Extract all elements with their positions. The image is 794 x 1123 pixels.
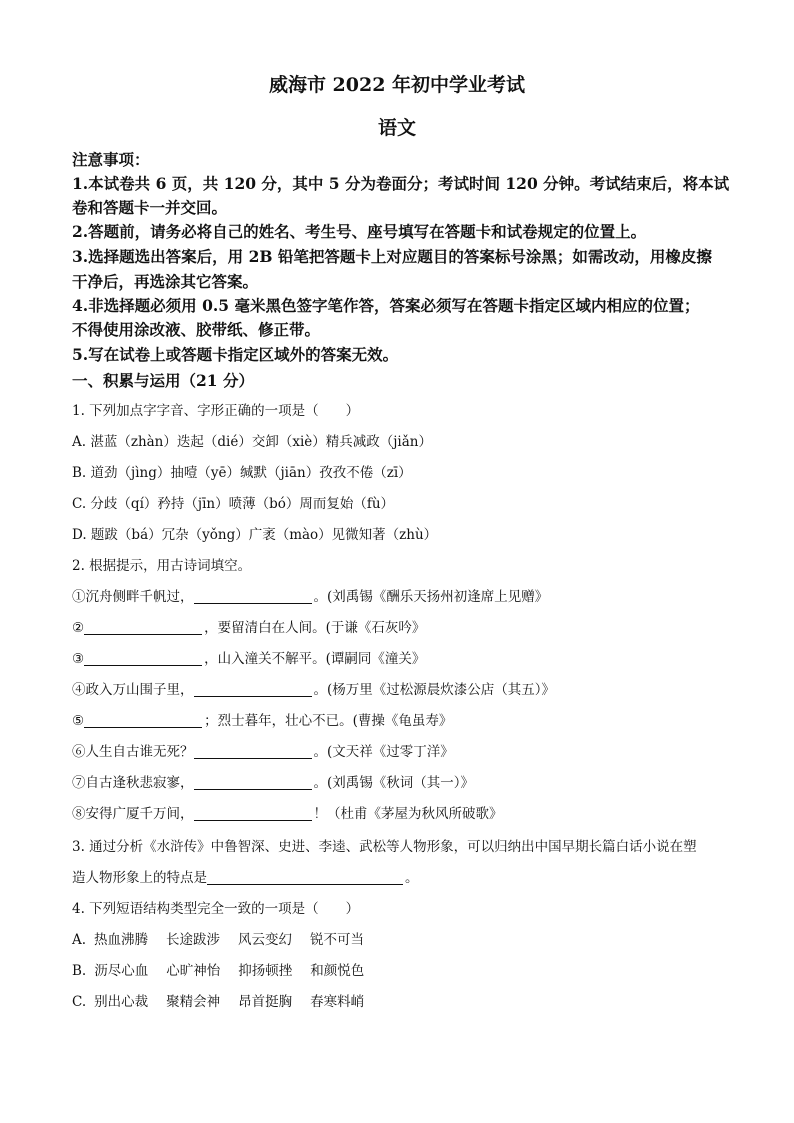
poem-fill-item: ⑥人生自古谁无死？ 。(文天祥《过零丁洋》 — [72, 744, 454, 760]
notice-line: 1.本试卷共 6 页，共 120 分，其中 5 分为卷面分；考试时间 120 分钟。考试结束后，将本试 — [72, 174, 730, 193]
notice-line: 5.写在试卷上或答题卡指定区域外的答案无效。 — [72, 345, 399, 364]
section-heading: 一、积累与运用（21 分） — [72, 371, 254, 390]
notice-line: 2.答题前，请务必将自己的姓名、考生号、座号填写在答题卡和试卷规定的位置上。 — [72, 222, 647, 241]
poem-fill-item: ①沉舟侧畔千帆过， 。(刘禹锡《酬乐天扬州初逢席上见赠》 — [72, 589, 549, 605]
notice-line: 卷和答题卡一并交回。 — [72, 198, 228, 217]
poem-fill-item: ⑧安得广厦千万间， ！（杜甫《茅屋为秋风所破歌》 — [72, 806, 503, 822]
poem-fill-item: ③ ，山入潼关不解平。(谭嗣同《潼关》 — [72, 651, 426, 667]
option-c: C. 分歧（qí）矜持（jīn）喷薄（bó）周而复始（fù） — [72, 496, 395, 512]
option-b: B. 道劲（jìng）抽噎（yē）缄默（jiān）孜孜不倦（zī） — [72, 465, 412, 481]
notice-heading: 注意事项： — [72, 150, 150, 169]
option-d: D. 题跋（bá）冗杂（yǒng）广袤（mào）见微知著（zhù） — [72, 527, 438, 543]
option-a: A. 热血沸腾 长途跋涉 风云变幻 锐不可当 — [72, 932, 365, 948]
notice-line: 4.非选择题必须用 0.5 毫米黑色签字笔作答，答案必须写在答题卡指定区域内相应的位置； — [72, 296, 700, 315]
question-stem: 4. 下列短语结构类型完全一致的一项是（ ） — [72, 901, 360, 917]
poem-fill-item: ⑦自古逢秋悲寂寥， 。(刘禹锡《秋词（其一）》 — [72, 775, 475, 791]
poem-fill-item: ⑤ ；烈士暮年，壮心不已。(曹操《龟虽寿》 — [72, 713, 453, 729]
option-b: B. 沥尽心血 心旷神怡 抑扬顿挫 和颜悦色 — [72, 963, 365, 979]
answer-blank — [84, 621, 202, 636]
answer-blank — [194, 776, 312, 791]
notice-line: 干净后，再选涂其它答案。 — [72, 272, 259, 291]
question-stem: 1. 下列加点字字音、字形正确的一项是（ ） — [72, 403, 360, 419]
answer-blank — [194, 590, 312, 605]
option-c: C. 别出心裁 聚精会神 昂首挺胸 春寒料峭 — [72, 994, 365, 1010]
answer-blank — [84, 714, 202, 729]
option-a: A. 湛蓝（zhàn）迭起（dié）交卸（xiè）精兵减政（jiǎn） — [72, 434, 432, 450]
answer-blank — [84, 652, 202, 667]
subject-title: 语文 — [377, 117, 416, 139]
exam-title: 威海市 2022 年初中学业考试 — [268, 74, 526, 96]
question-stem: 3. 通过分析《水浒传》中鲁智深、史进、李逵、武松等人物形象，可以归纳出中国早期长篇白话小说在塑 — [72, 839, 697, 855]
notice-line: 3.选择题选出答案后，用 2B 铅笔把答题卡上对应题目的答案标号涂黑；如需改动，用橡皮擦 — [72, 247, 712, 266]
answer-blank — [194, 745, 312, 760]
question-continuation: 造人物形象上的特点是 。 — [72, 870, 419, 886]
poem-fill-item: ④政入万山围子里， 。(杨万里《过松源晨炊漆公店（其五）》 — [72, 682, 556, 698]
notice-line: 不得使用涂改液、胶带纸、修正带。 — [72, 320, 321, 339]
poem-fill-item: ② ，要留清白在人间。(于谦《石灰吟》 — [72, 620, 426, 636]
answer-blank — [194, 683, 312, 698]
question-stem: 2. 根据提示，用古诗词填空。 — [72, 558, 252, 574]
answer-blank — [207, 871, 403, 886]
answer-blank — [194, 807, 312, 822]
